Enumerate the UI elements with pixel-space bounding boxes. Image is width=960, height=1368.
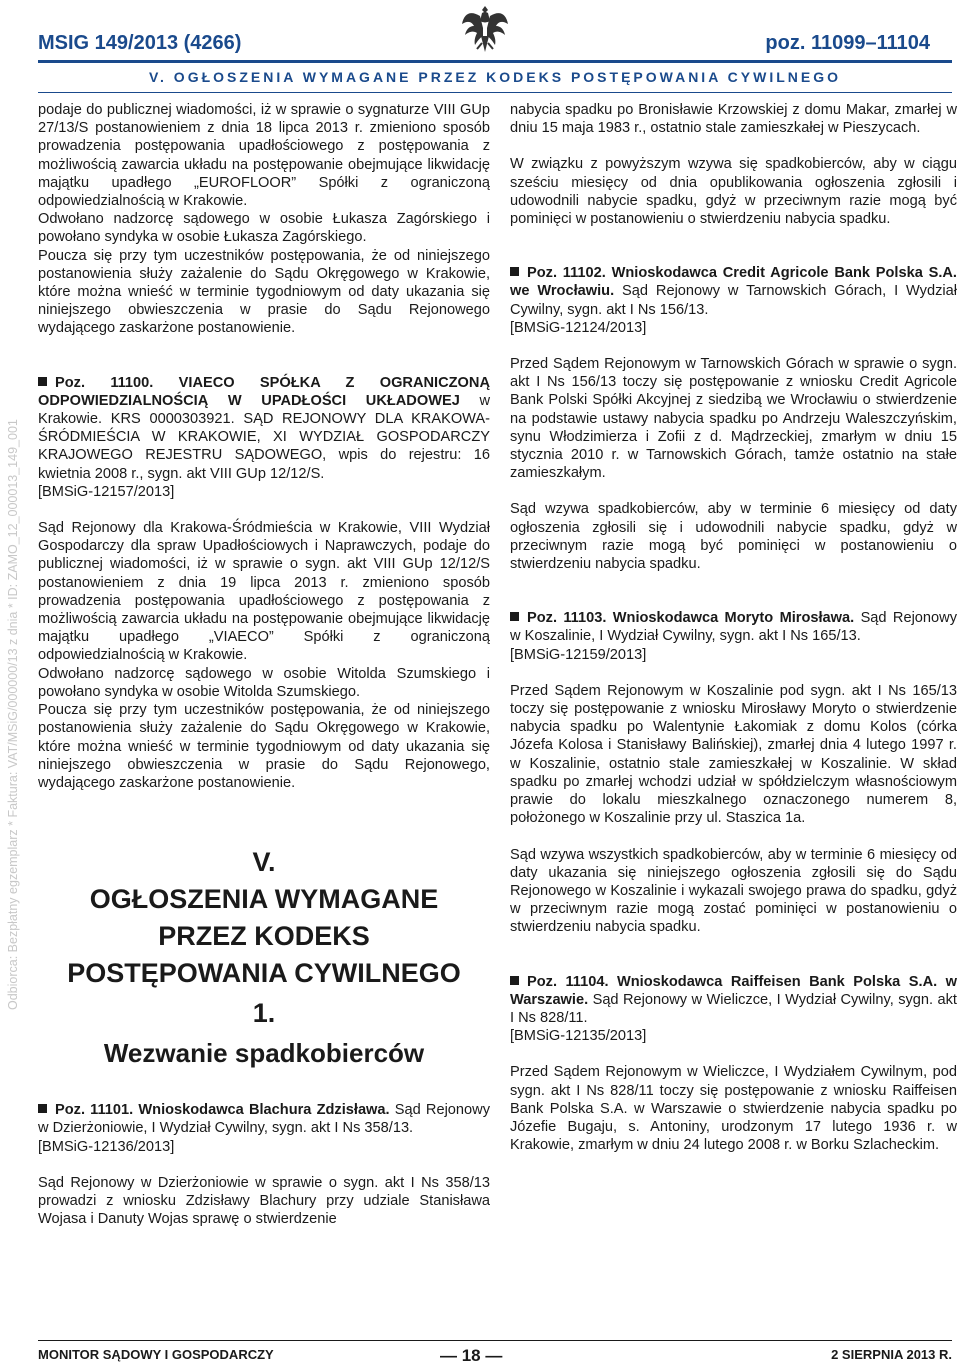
notice-reference: [BMSiG-12159/2013] (510, 646, 647, 663)
header-rule (38, 60, 952, 63)
header-rule-thin (38, 92, 952, 93)
footer-rule (38, 1340, 952, 1341)
side-strip-text: Odbiorca: Bezpłatny egzemplarz * Faktura: VAT/MSiG/000000/13 z dnia * ID: ZAMO_12_000013_149_001 (6, 419, 20, 1010)
bullet-square-icon (38, 1104, 47, 1113)
notice-details: w Krakowie. KRS 0000303921. SĄD REJONOWY DLA KRAKOWA-ŚRÓDMIEŚCIA W KRAKOWIE, XI WYDZIAŁ GOSPODARCZY KRAJOWEGO REJESTRU SĄDOWEGO, wpis do rejestru: 16 kwietnia 2008 r., sygn. akt VIII GUp 12/12/S. (38, 392, 490, 482)
notice-11102 (510, 264, 957, 319)
notice-details: Sąd Rejonowy w Tarnowskich Górach, I Wydział Cywilny, sygn. akt I Ns 156/13. (510, 283, 957, 318)
notice-heading: Poz. 11103. Wnioskodawca Moryto Mirosława. (527, 610, 855, 627)
section-title-line: PRZEZ KODEKS (158, 921, 370, 952)
bullet-square-icon (510, 976, 519, 985)
eagle-emblem-icon (460, 2, 510, 58)
bullet-square-icon (510, 267, 519, 276)
issue-number: MSIG 149/2013 (4266) (38, 32, 242, 54)
subsection-number: 1. (252, 998, 276, 1029)
notice-heading: Poz. 11100. VIAECO SPÓŁKA Z OGRANICZONĄ ODPOWIEDZIALNOŚCIĄ W UPADŁOŚCI UKŁADOWEJ (38, 374, 490, 409)
notice-heading: Poz. 11104. Wnioskodawca Raiffeisen Bank Polska S.A. w Warszawie. (510, 973, 957, 1008)
paragraph: Sąd wzywa spadkobierców, aby w terminie 6 miesięcy od daty ogłoszenia zgłosili się i udowodnili nabycie spadku, gdyż w przeciwnym razie mogą być pominięci w postanowieniu o stwierdzeniu nabycia spadku. (510, 501, 957, 573)
right-column (510, 101, 957, 1154)
notice-11104 (510, 973, 957, 1028)
notice-reference: [BMSiG-12136/2013] (38, 1138, 175, 1155)
paragraph: W związku z powyższym wzywa się spadkobierców, aby w ciągu sześciu miesięcy od dnia opublikowania ogłoszenia zgłosili i udowodnili nabycie spadku, gdyż w przeciwnym razie mogą być pominięci w postanowieniu o stwierdzeniu nabycia spadku. (510, 156, 957, 228)
notice-11103 (510, 609, 957, 645)
paragraph: Sąd wzywa wszystkich spadkobierców, aby w terminie 6 miesięcy od daty ukazania się niniejszego ogłoszenia zgłosili się do Sądu Rejonowego w Koszalinie i wykazali swojego prawa do spadku, gdyż w przeciwnym razie mogą zostać pominięci w postanowieniu o stwierdzeniu nabycia spadku. (510, 846, 957, 936)
publication-name: MONITOR SĄDOWY I GOSPODARCZY (38, 1347, 274, 1362)
paragraph: nabycia spadku po Bronisławie Krzowskiej z domu Makar, zmarłej w dniu 15 maja 1983 r., ostatnio stale zamieszkałej w Pieszycach. (510, 102, 957, 137)
position-range: poz. 11099–11104 (765, 32, 930, 54)
paragraph: Przed Sądem Rejonowym w Wieliczce, I Wydziałem Cywilnym, pod sygn. akt I Ns 828/11 toczy się postępowanie z wniosku Raiffeisen Bank Polska S.A. w Warszawie o stwierdzenie nabycia spadku po Józefie Bugaju, s. Antoniny, urodzonym 17 lutego 1936 r. w Krakowie, zmarłym w dniu 24 lutego 2008 r. w Borku Szlacheckim. (510, 1064, 957, 1154)
page-number: — 18 — (440, 1346, 503, 1365)
section-number: V. (252, 847, 276, 878)
notice-details: Sąd Rejonowy w Koszalinie, I Wydział Cywilny, sygn. akt I Ns 165/13. (510, 610, 957, 645)
paragraph: Odwołano nadzorcę sądowego w osobie Łukasza Zagórskiego i powołano syndyka w osobie Łukasza Zagórskiego. (38, 211, 490, 246)
section-title-line: POSTĘPOWANIA CYWILNEGO (67, 958, 461, 989)
paragraph: Przed Sądem Rejonowym w Tarnowskich Górach w sprawie o sygn. akt I Ns 156/13 toczy się postępowanie z wniosku Credit Agricole Bank Polski Spółki Akcyjnej z siedzibą we Wrocławiu o stwierdzenie na podstawie ustawy nabycia spadku po Andrzeju Waleszczyńskim, synu Włodzimierza i Zofii z d. Mądrzeckiej, zmarłym w dniu 15 stycznia 2010 r. w Tarnowskich Górach, tamże ostatnio na stałe zamieszkałym. (510, 356, 957, 482)
notice-heading: Poz. 11101. Wnioskodawca Blachura Zdzisława. (55, 1102, 390, 1119)
section-title-line: OGŁOSZENIA WYMAGANE (89, 884, 439, 915)
section-header: V. OGŁOSZENIA WYMAGANE PRZEZ KODEKS POSTĘPOWANIA CYWILNEGO (148, 69, 842, 85)
notice-11100 (38, 374, 490, 483)
subsection-title: Wezwanie spadkobierców (103, 1038, 425, 1069)
notice-11101 (38, 1101, 490, 1137)
side-strip (4, 320, 22, 1010)
notice-details: Sąd Rejonowy w Wieliczce, I Wydział Cywilny, sygn. akt I Ns 828/11. (510, 991, 957, 1026)
notice-reference: [BMSiG-12124/2013] (510, 319, 647, 336)
paragraph: Poucza się przy tym uczestników postępowania, że od niniejszego postanowienia służy zażalenie do Sądu Okręgowego w Krakowie, które można wnieść w terminie tygodniowym od daty ukazania się niniejszego obwieszczenia w prasie do Sądu Rejonowego wydającego zaskarżone postanowienie. (38, 247, 490, 337)
paragraph: Sąd Rejonowy w Dzierżoniowie w sprawie o sygn. akt I Ns 358/13 prowadzi z wniosku Zdzisławy Blachury przy udziale Stanisława Wojasa i Danuty Wojas sprawę o stwierdzenie (38, 1174, 490, 1228)
paragraph: Przed Sądem Rejonowym w Koszalinie pod sygn. akt I Ns 165/13 toczy się postępowanie z wniosku Mirosławy Moryto o stwierdzenie nabycia spadku po Walentynie Łakomiak z domu Kolos (córka Józefa Kolosa i Stanisławy Balińskiej), zmarłej dnia 4 lutego 1997 r. w Koszalinie, ostatnio stale zamieszkałej w Koszalinie. W skład spadku po zmarłej wchodzi udział w spółdzielczym własnościowym prawie do lokalu mieszkalnego oznaczonego numerem 8, położonego w Koszalinie przy ul. Staszica 1a. (510, 682, 957, 827)
publication-date: 2 SIERPNIA 2013 R. (831, 1347, 952, 1362)
paragraph: podaje do publicznej wiadomości, iż w sprawie o sygnaturze VIII GUp 27/13/S postanowieniem z dnia 18 lipca 2013 r. zmieniono sposób prowadzenia postępowania upadłościowego z postępowania z możliwością zawarcia układu na postępowanie obejmujące likwidację majątku upadłego „EUROFLOOR” Spółki z ograniczoną odpowiedzialnością w Krakowie. (38, 102, 490, 210)
bullet-square-icon (510, 612, 519, 621)
notice-reference: [BMSiG-12135/2013] (510, 1028, 647, 1045)
paragraph: Poucza się przy tym uczestników postępowania, że od niniejszego postanowienia służy zażalenie do Sądu Okręgowego w Krakowie, które można wnieść w terminie tygodniowym od daty ukazania się niniejszego obwieszczenia w prasie do Sądu Rejonowego, wydającego zaskarżone postanowienie. (38, 702, 490, 791)
notice-heading: Poz. 11102. Wnioskodawca Credit Agricole Bank Polska S.A. we Wrocławiu. (510, 265, 957, 300)
left-column (38, 101, 490, 1228)
paragraph: Sąd Rejonowy dla Krakowa-Śródmieścia w Krakowie, VIII Wydział Gospodarczy dla spraw Upadłościowych i Naprawczych, podaje do publicznej wiadomości, iż w sprawie o sygn. akt VIII GUp 12/12/S postanowieniem z dnia 19 lipca 2013 r. zmieniono sposób prowadzenia postępowania upadłościowego z postępowania z możliwością zawarcia układu na postępowanie obejmujące likwidację majątku upadłego „VIAECO” Spółki z ograniczoną odpowiedzialnością w Krakowie. (38, 520, 490, 664)
bullet-square-icon (38, 377, 47, 386)
notice-reference: [BMSiG-12157/2013] (38, 483, 175, 500)
notice-details: Sąd Rejonowy w Dzierżoniowie, I Wydział Cywilny, sygn. akt I Ns 358/13. (38, 1102, 490, 1137)
paragraph: Odwołano nadzorcę sądowego w osobie Witolda Szumskiego i powołano syndyka w osobie Witolda Szumskiego. (38, 665, 490, 700)
